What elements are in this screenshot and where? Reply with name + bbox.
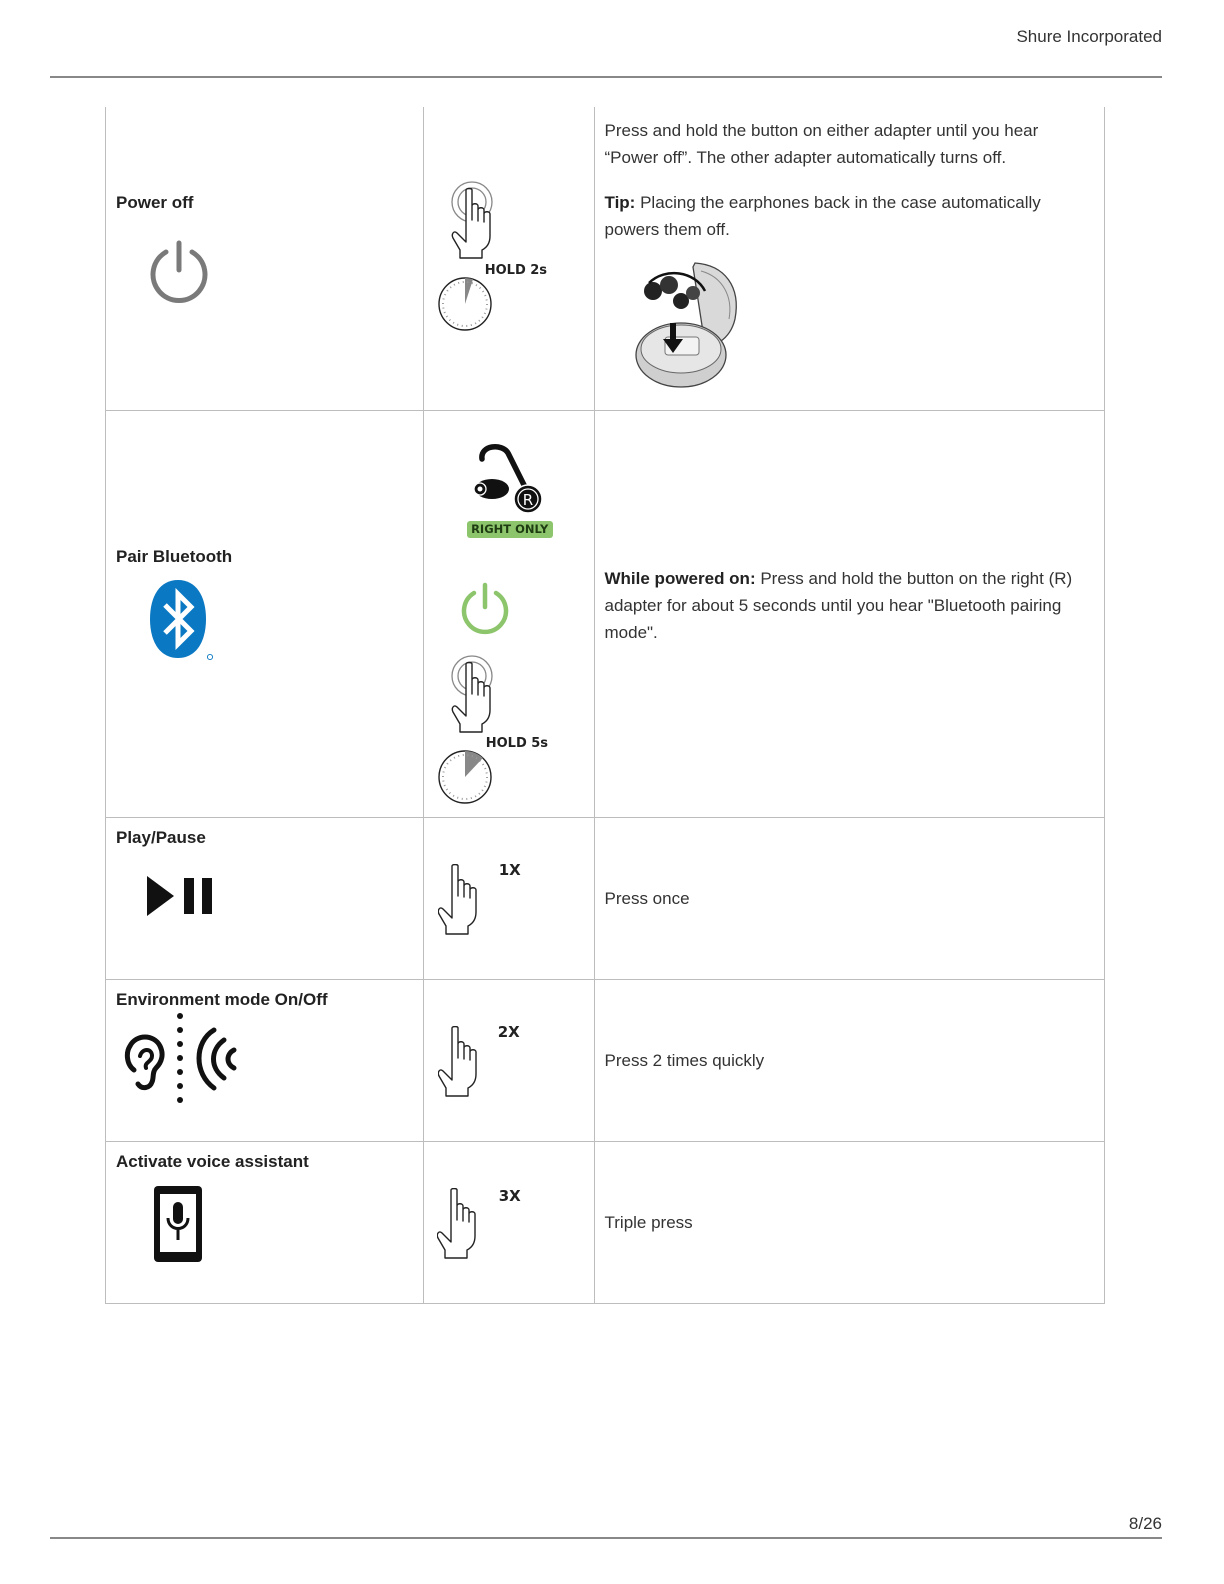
svg-text:R: R [522,491,533,509]
environment-mode-icon [124,1012,240,1112]
description-cell [594,411,1105,818]
function-label: Activate voice assistant [116,1152,309,1171]
description-text: While powered on: Press and hold the button on the right (R) adapter for about 5 seconds until you hear "Bluetooth pairing mode". [604,568,1073,642]
function-label: Play/Pause [116,828,206,847]
table-row-voice-assistant [106,1142,1105,1304]
gesture-cell [423,980,594,1142]
function-cell [106,1142,424,1304]
function-label: Power off [116,193,194,212]
header-rule [50,76,1162,78]
hand-press-icon [438,864,494,938]
play-pause-icon [146,874,216,918]
controls-table [105,107,1105,1304]
function-cell [106,980,424,1142]
hold-label: HOLD 5s [485,736,549,751]
table-row-environment-mode [106,980,1105,1142]
description-cell [594,818,1105,980]
function-label: Environment mode On/Off [116,990,328,1009]
description-text: Triple press [604,1213,693,1232]
description-bold: While powered on: [604,568,756,588]
table-row-play-pause [106,818,1105,980]
hold-label: HOLD 2s [484,263,548,278]
page-number: 8/26 [1128,1514,1162,1533]
tip-label: Tip: [604,193,636,212]
header-company: Shure Incorporated [1016,27,1162,46]
hand-hold-icon [448,180,512,264]
function-cell [106,411,424,818]
press-count-label: 3X [498,1187,521,1205]
timer-icon [436,748,494,806]
right-only-badge: RIGHT ONLY [467,521,553,538]
gesture-cell [423,107,594,411]
press-count-label: 1X [498,861,521,879]
gesture-cell [423,1142,594,1304]
function-label: Pair Bluetooth [116,547,233,566]
right-earphone-icon [472,439,546,519]
footer-rule [50,1537,1162,1539]
hand-press-icon [437,1188,493,1262]
bluetooth-icon [148,578,216,664]
timer-icon [436,275,494,333]
hand-hold-icon [448,654,512,738]
description-cell [594,1142,1105,1304]
description-text: Press 2 times quickly [604,1051,765,1070]
description-cell [594,107,1105,411]
gesture-cell [423,411,594,818]
hand-press-icon [438,1026,494,1100]
function-cell [106,107,424,411]
tip-paragraph [605,189,1095,243]
function-cell [106,818,424,980]
description-text: Press and hold the button on either adapter until you hear “Power off”. The other adapter automatically turns off. [604,121,1039,167]
description-text: Press once [604,889,690,908]
voice-assistant-icon [152,1184,204,1264]
earphones-case-illustration [635,257,745,392]
press-count-label: 2X [497,1023,520,1041]
description-cell [594,980,1105,1142]
table-row-pair-bluetooth [106,411,1105,818]
gesture-cell [423,818,594,980]
power-icon [146,239,212,305]
table-row-power-off [106,107,1105,411]
tip-text: Placing the earphones back in the case automatically powers them off. [604,193,1041,239]
power-on-icon [458,581,512,635]
